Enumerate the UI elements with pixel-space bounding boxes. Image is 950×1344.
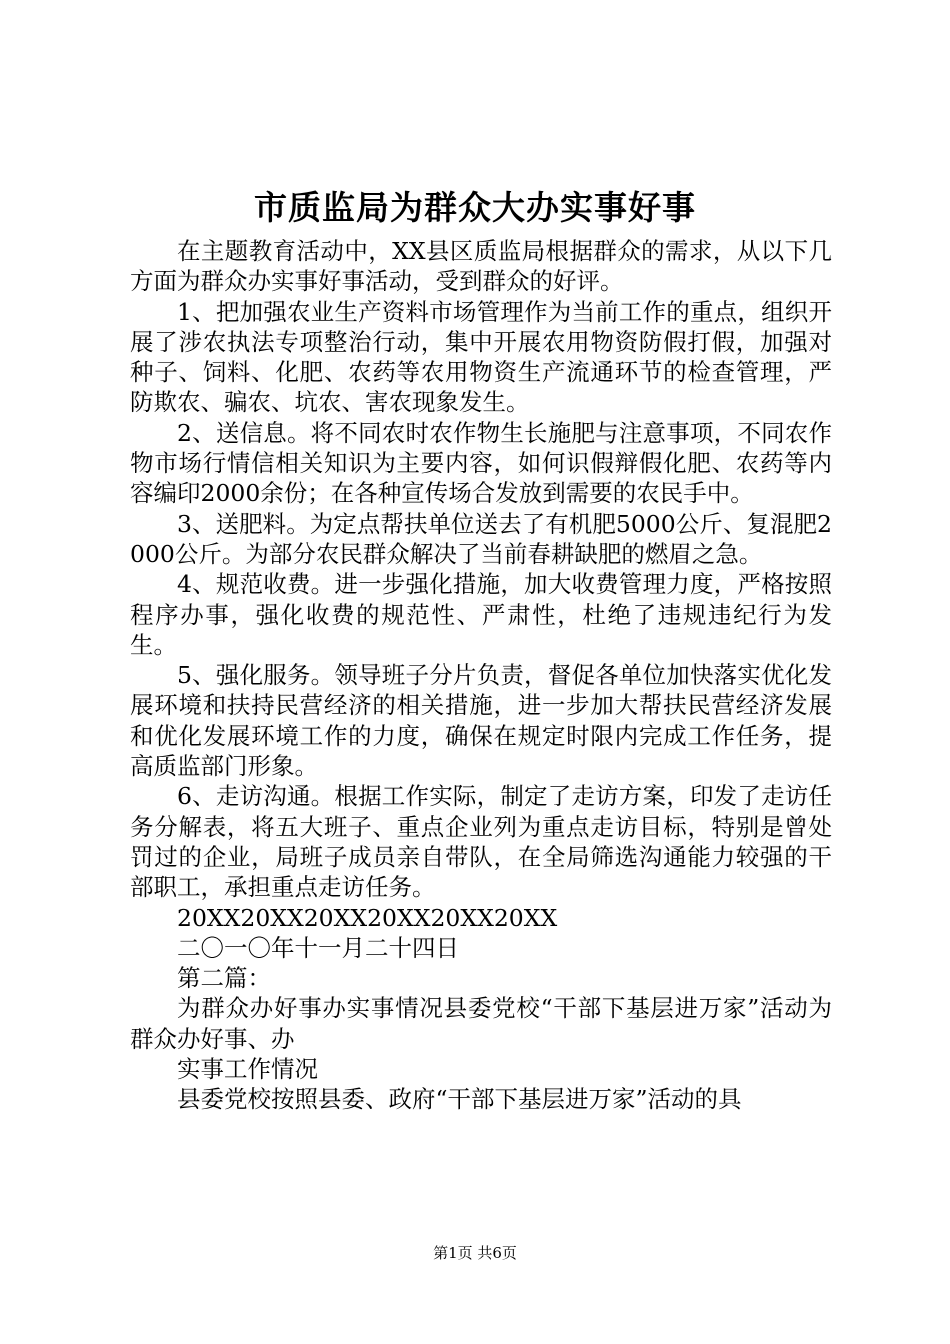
document-body — [130, 236, 832, 1115]
item-5-paragraph: 5、强化服务。领导班子分片负责，督促各单位加快落实优化发展环境和扶持民营经济的相关措施，进一步加大帮扶民营经济发展和优化发展环境工作的力度，确保在规定时限内完成工作任务，提高质监部门形象。 — [130, 661, 832, 781]
second-article-paragraph: 县委党校按照县委、政府“干部下基层进万家”活动的具 — [177, 1085, 742, 1114]
date-line: 二〇一〇年十一月二十四日 — [177, 933, 459, 962]
second-article-subtitle: 实事工作情况 — [177, 1055, 318, 1084]
year-placeholder-line: 20XX20XX20XX20XX20XX20XX — [177, 903, 558, 932]
intro-paragraph: 在主题教育活动中，XX县区质监局根据群众的需求，从以下几方面为群众办实事好事活动，受到群众的好评。 — [130, 237, 832, 296]
item-1-paragraph: 1、把加强农业生产资料市场管理作为当前工作的重点，组织开展了涉农执法专项整治行动，集中开展农用物资防假打假，加强对种子、饲料、化肥、农药等农用物资生产流通环节的检查管理，严防欺农、骗农、坑农、害农现象发生。 — [130, 297, 832, 417]
document-title: 市质监局为群众大办实事好事 — [254, 188, 696, 227]
page-number-footer: 第1页 共6页 — [433, 1244, 517, 1262]
section-heading: 第二篇： — [177, 964, 271, 993]
second-article-title: 为群众办好事办实事情况县委党校“干部下基层进万家”活动为群众办好事、办 — [130, 994, 832, 1053]
item-4-paragraph: 4、规范收费。进一步强化措施，加大收费管理力度，严格按照程序办事，强化收费的规范性、严肃性，杜绝了违规违纪行为发生。 — [130, 570, 832, 659]
item-3-paragraph: 3、送肥料。为定点帮扶单位送去了有机肥5000公斤、复混肥2000公斤。为部分农民群众解决了当前春耕缺肥的燃眉之急。 — [130, 509, 832, 568]
item-6-paragraph: 6、走访沟通。根据工作实际，制定了走访方案，印发了走访任务分解表，将五大班子、重点企业列为重点走访目标，特别是曾处罚过的企业，局班子成员亲自带队，在全局筛选沟通能力较强的干部职工，承担重点走访任务。 — [130, 782, 832, 902]
item-2-paragraph: 2、送信息。将不同农时农作物生长施肥与注意事项，不同农作物市场行情信相关知识为主要内容，如何识假辩假化肥、农药等内容编印2000余份；在各种宣传场合发放到需要的农民手中。 — [130, 418, 832, 508]
